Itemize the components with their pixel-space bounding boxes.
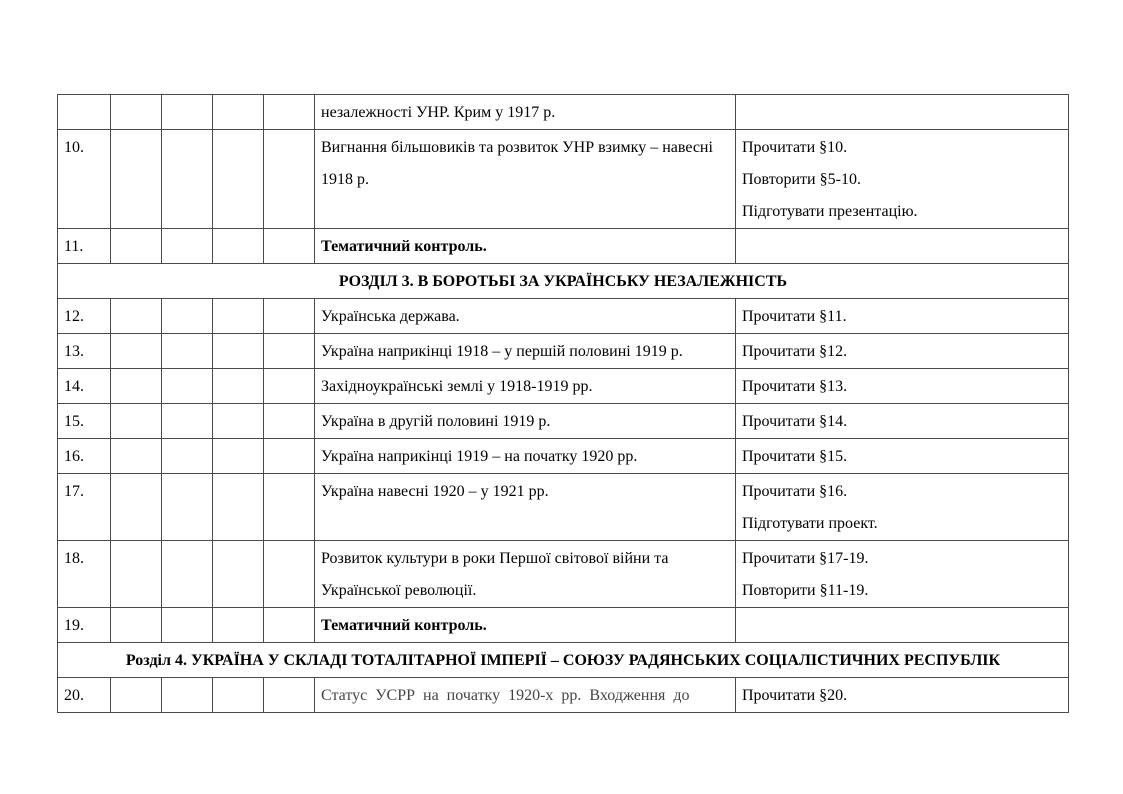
lesson-topic: Україна наприкінці 1918 – у першій половині 1919 р. <box>315 334 736 369</box>
date-cell <box>111 369 162 404</box>
date-cell <box>264 229 315 264</box>
lesson-number: 19. <box>58 608 111 643</box>
homework-line: Прочитати §20. <box>742 687 848 704</box>
lesson-number: 13. <box>58 334 111 369</box>
homework-cell <box>736 334 1069 369</box>
date-cell <box>162 608 213 643</box>
date-cell <box>213 229 264 264</box>
homework-cell <box>736 541 1069 608</box>
lesson-number: 12. <box>58 299 111 334</box>
date-cell <box>162 404 213 439</box>
date-cell <box>111 130 162 229</box>
lesson-topic: Вигнання більшовиків та розвиток УНР взимку – навесні 1918 р. <box>315 130 736 229</box>
date-cell <box>162 678 213 713</box>
date-cell <box>264 541 315 608</box>
lesson-topic: Тематичний контроль. <box>315 608 736 643</box>
lesson-plan-table <box>57 94 1069 713</box>
homework-line: Повторити §11-19. <box>742 582 869 599</box>
lesson-number: 14. <box>58 369 111 404</box>
date-cell <box>264 95 315 130</box>
date-cell <box>213 678 264 713</box>
date-cell <box>213 369 264 404</box>
section-row <box>58 643 1069 678</box>
date-cell <box>111 404 162 439</box>
lesson-number: 11. <box>58 229 111 264</box>
homework-line: Прочитати §16. <box>742 483 848 500</box>
date-cell <box>162 369 213 404</box>
date-cell <box>111 474 162 541</box>
lesson-topic: Статус УСРР на початку 1920-х рр. Входження до <box>315 678 736 713</box>
lesson-topic: Україна в другій половині 1919 р. <box>315 404 736 439</box>
date-cell <box>162 334 213 369</box>
date-cell <box>111 439 162 474</box>
homework-cell <box>736 95 1069 130</box>
table-row <box>58 95 1069 130</box>
date-cell <box>162 474 213 541</box>
lesson-topic: незалежності УНР. Крим у 1917 р. <box>315 95 736 130</box>
date-cell <box>264 439 315 474</box>
section-heading: РОЗДІЛ 3. В БОРОТЬБІ ЗА УКРАЇНСЬКУ НЕЗАЛЕЖНІСТЬ <box>58 264 1069 299</box>
homework-cell <box>736 608 1069 643</box>
date-cell <box>213 95 264 130</box>
lesson-topic: Українська держава. <box>315 299 736 334</box>
date-cell <box>264 678 315 713</box>
homework-line: Прочитати §14. <box>742 413 848 430</box>
lesson-number: 18. <box>58 541 111 608</box>
section-heading: Розділ 4. УКРАЇНА У СКЛАДІ ТОТАЛІТАРНОЇ ІМПЕРІЇ – СОЮЗУ РАДЯНСЬКИХ СОЦІАЛІСТИЧНИХ РЕСПУБЛІК <box>58 643 1069 678</box>
lesson-number: 17. <box>58 474 111 541</box>
lesson-number: 10. <box>58 130 111 229</box>
lesson-topic: Україна наприкінці 1919 – на початку 1920 рр. <box>315 439 736 474</box>
table-row <box>58 130 1069 229</box>
date-cell <box>111 95 162 130</box>
date-cell <box>213 130 264 229</box>
date-cell <box>111 334 162 369</box>
table-row <box>58 474 1069 541</box>
homework-line: Повторити §5-10. <box>742 171 861 188</box>
section-row <box>58 264 1069 299</box>
date-cell <box>213 541 264 608</box>
homework-cell <box>736 369 1069 404</box>
date-cell <box>213 474 264 541</box>
date-cell <box>264 369 315 404</box>
table-row <box>58 678 1069 713</box>
table-row <box>58 541 1069 608</box>
date-cell <box>111 229 162 264</box>
homework-cell <box>736 229 1069 264</box>
date-cell <box>264 334 315 369</box>
table-row <box>58 439 1069 474</box>
lesson-topic: Розвиток культури в роки Першої світової війни та Української революції. <box>315 541 736 608</box>
table-row <box>58 404 1069 439</box>
homework-cell <box>736 130 1069 229</box>
date-cell <box>264 474 315 541</box>
homework-line: Прочитати §12. <box>742 343 848 360</box>
lesson-topic: Західноукраїнські землі у 1918-1919 рр. <box>315 369 736 404</box>
homework-line: Підготувати проект. <box>742 515 878 532</box>
date-cell <box>162 95 213 130</box>
lesson-number: 20. <box>58 678 111 713</box>
lesson-topic: Україна навесні 1920 – у 1921 рр. <box>315 474 736 541</box>
homework-cell <box>736 404 1069 439</box>
date-cell <box>162 439 213 474</box>
lesson-number: 15. <box>58 404 111 439</box>
homework-line: Підготувати презентацію. <box>742 203 918 220</box>
date-cell <box>264 608 315 643</box>
table-row <box>58 299 1069 334</box>
homework-line: Прочитати §11. <box>742 308 847 325</box>
homework-line: Прочитати §17-19. <box>742 550 869 567</box>
date-cell <box>213 608 264 643</box>
table-row <box>58 334 1069 369</box>
lesson-number: 16. <box>58 439 111 474</box>
homework-cell <box>736 678 1069 713</box>
date-cell <box>162 541 213 608</box>
lesson-number <box>58 95 111 130</box>
date-cell <box>264 130 315 229</box>
date-cell <box>213 299 264 334</box>
homework-line: Прочитати §10. <box>742 139 848 156</box>
date-cell <box>213 404 264 439</box>
homework-line: Прочитати §13. <box>742 378 848 395</box>
table-row <box>58 369 1069 404</box>
date-cell <box>111 541 162 608</box>
homework-line: Прочитати §15. <box>742 448 848 465</box>
table-row <box>58 229 1069 264</box>
lesson-topic: Тематичний контроль. <box>315 229 736 264</box>
date-cell <box>162 130 213 229</box>
homework-cell <box>736 439 1069 474</box>
date-cell <box>111 299 162 334</box>
date-cell <box>111 608 162 643</box>
homework-cell <box>736 299 1069 334</box>
date-cell <box>213 334 264 369</box>
date-cell <box>213 439 264 474</box>
homework-cell <box>736 474 1069 541</box>
date-cell <box>264 299 315 334</box>
date-cell <box>111 678 162 713</box>
date-cell <box>162 299 213 334</box>
date-cell <box>264 404 315 439</box>
table-row <box>58 608 1069 643</box>
date-cell <box>162 229 213 264</box>
